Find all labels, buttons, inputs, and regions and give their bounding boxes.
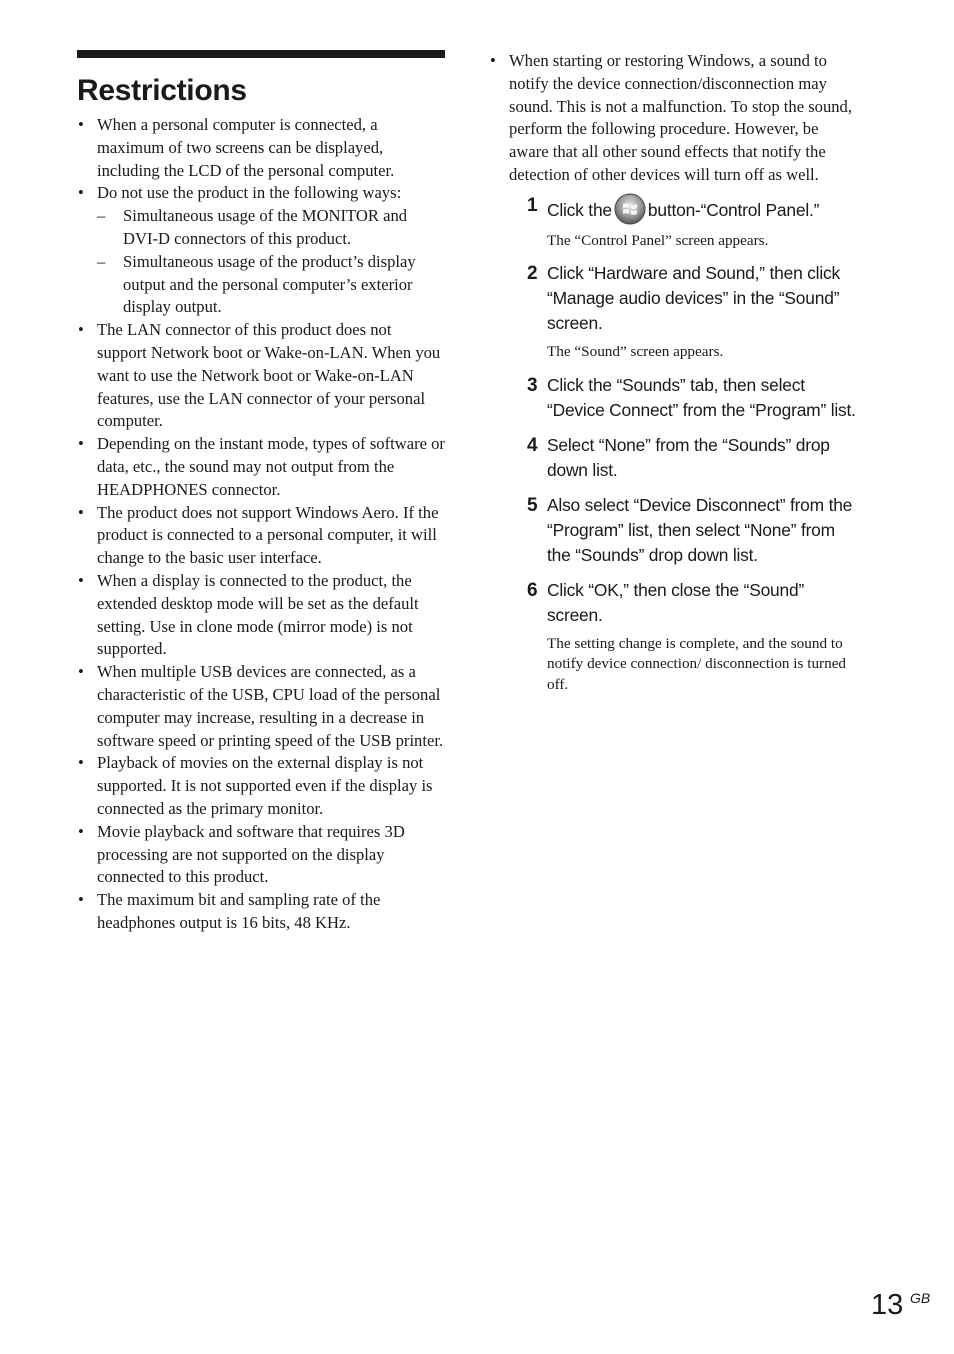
right-column [489,50,861,705]
bullet-icon: • [490,51,496,70]
bullet-text: The LAN connector of this product does not support Network boot or Wake-on-LAN. When you want to use the Network boot or Wake-on-LAN features, use the LAN connector of your personal computer. [97,320,441,431]
step-item [489,578,861,696]
step-text: Click the “Sounds” tab, then select “Device Connect” from the “Program” list. [547,374,856,420]
step-number: 3 [527,374,538,396]
step-number: 5 [527,494,538,516]
bullet-icon: • [78,753,84,773]
bullet-text: When starting or restoring Windows, a sound to notify the device connection/disconnection may sound. This is not a malfunction. To stop the sound, perform the following procedure. However, be aware that all other sound effects that notify the detection of other devices will turn off as well. [509,51,852,184]
title-rule [77,50,445,58]
page-number: 13 [871,1289,904,1321]
list-item [77,570,445,661]
bullet-icon: • [78,183,84,203]
step-note: The “Control Panel” screen appears. [547,231,769,249]
list-item [77,502,445,570]
bullet-text: Playback of movies on the external display is not supported. It is not supported even if the display is connected as the primary monitor. [97,753,433,818]
step-item [489,493,861,568]
step-item [489,373,861,423]
list-item [77,752,445,820]
step-text: Select “None” from the “Sounds” drop down list. [547,434,830,480]
windows-start-icon [614,193,646,225]
bullet-text: Movie playback and software that requires 3D processing are not supported on the display connected to this product. [97,821,405,887]
page-region-suffix: GB [910,1290,931,1306]
procedure-steps [489,193,861,696]
sub-list-item [97,205,445,251]
bullet-icon: • [78,434,84,454]
step-text: Click “Hardware and Sound,” then click “Manage audio devices” in the “Sound” screen. [547,263,840,334]
list-item [77,114,445,182]
restrictions-list [77,114,445,935]
bullet-icon: • [78,320,84,340]
list-item [77,182,445,319]
bullet-text: Do not use the product in the following ways: [97,183,402,203]
bullet-icon: • [78,502,84,522]
dash-icon: – [97,206,106,226]
step-item [489,261,861,363]
bullet-text: Depending on the instant mode, types of software or data, etc., the sound may not output from the HEADPHONES connector. [97,434,445,499]
step-text [547,193,861,225]
list-item [77,889,445,935]
step-number: 4 [527,434,538,456]
dash-icon: – [97,251,106,271]
sub-list [97,205,445,319]
list-item [77,661,445,752]
bullet-text: When a display is connected to the product, the extended desktop mode will be set as the default setting. Use in clone mode (mirror mode) is not supported. [97,570,419,659]
sub-item-text: Simultaneous usage of the MONITOR and DVI-D connectors of this product. [123,206,408,248]
step-text-before: Click the [547,199,612,220]
windows-sound-note [489,50,861,187]
left-column [77,50,445,935]
bullet-text: The product does not support Windows Aero. If the product is connected to a personal computer, it will change to the basic user interface. [97,502,439,568]
step-item [489,433,861,483]
step-number: 6 [527,579,538,601]
step-note: The setting change is complete, and the sound to notify device connection/ disconnection is turned off. [547,634,847,693]
list-item [77,821,445,889]
list-item [489,50,861,187]
bullet-icon: • [78,570,84,590]
step-item [489,193,861,252]
step-note: The “Sound” screen appears. [547,343,724,361]
bullet-icon: • [78,890,84,910]
bullet-text: The maximum bit and sampling rate of the headphones output is 16 bits, 48 KHz. [97,890,381,932]
sub-item-text: Simultaneous usage of the product’s display output and the personal computer’s exterior display output. [123,251,416,317]
page-title: Restrictions [77,74,247,107]
bullet-text: When a personal computer is connected, a maximum of two screens can be displayed, including the LCD of the personal computer. [97,115,395,180]
bullet-icon: • [78,821,84,841]
list-item [77,319,445,433]
step-number: 1 [527,194,538,216]
step-text: Also select “Device Disconnect” from the “Program” list, then select “None” from the “Sounds” drop down list. [547,494,853,565]
step-text-after: button-“Control Panel.” [647,199,820,220]
step-number: 2 [527,263,538,285]
step-text: Click “OK,” then close the “Sound” screen. [547,579,805,625]
sub-list-item [97,251,445,319]
list-item [77,433,445,501]
bullet-icon: • [78,115,84,134]
bullet-text: When multiple USB devices are connected, as a characteristic of the USB, CPU load of the personal computer may increase, resulting in a decrease in software speed or printing speed of the USB printer. [97,662,444,750]
bullet-icon: • [78,662,84,682]
